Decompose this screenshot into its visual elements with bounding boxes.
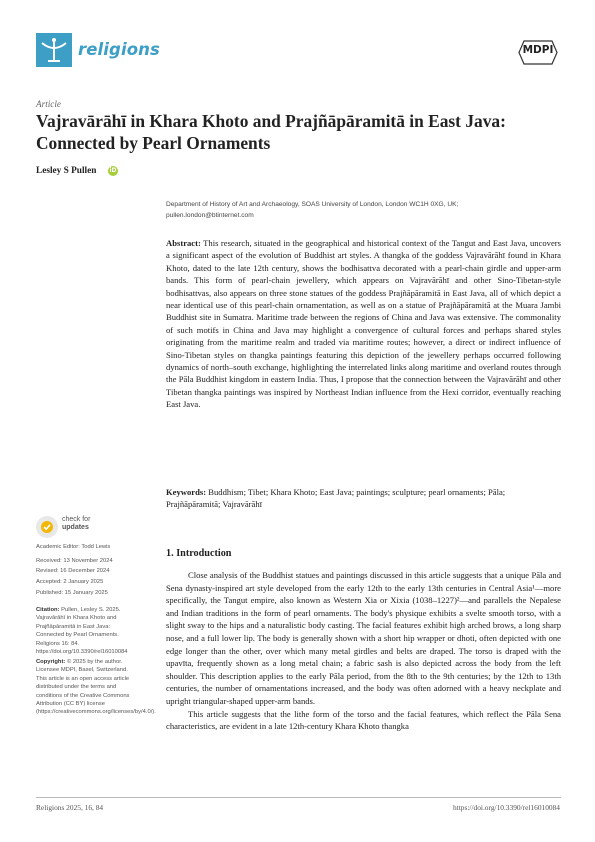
copyright-label: Copyright: [36,659,66,665]
affiliation-department: Department of History of Art and Archaeology, SOAS University of London, London WC1H 0XG, UK; [166,201,459,208]
doi-link[interactable]: https://doi.org/10.3390/rel16010084 [452,803,560,812]
publisher-name: MDPI [522,44,554,56]
affiliation-email[interactable]: pullen.london@btinternet.com [166,212,254,219]
orcid-icon[interactable]: iD [109,167,117,174]
date-published: Published: 15 January 2025 [36,590,108,596]
journal-logo [36,33,72,67]
citation-label: Citation: [36,607,60,613]
date-accepted: Accepted: 2 January 2025 [36,579,104,585]
date-revised: Revised: 16 December 2024 [36,568,110,574]
date-received: Received: 13 November 2024 [36,558,113,564]
keywords [166,486,561,511]
abstract [166,237,561,411]
journal-reference: Religions 2025, 16, 84 [36,803,104,812]
copyright-text: © 2025 by the author. Licensee MDPI, Basel, Switzerland. This article is an open access article distributed under the terms and conditions of the Creative Commons Attribution (CC BY) license (https://creativecommons.org/licenses/by/4.0/). [36,659,156,716]
section-title: 1. Introduction [166,548,232,559]
author-name[interactable]: Lesley S Pullen [36,166,97,176]
keywords-text: Buddhism; Tibet; Khara Khoto; East Java; paintings; sculpture; pearl ornaments; Pāla; Prajñāpāramitā; Vajravārāhī [166,487,506,510]
article-type-label: Article [36,99,62,109]
copyright [36,658,156,717]
keywords-label: Keywords: [166,487,207,497]
check-for-label: check for [62,516,91,523]
article-title: Vajravārāhī in Khara Khoto and Prajñāpāramitā in East Java: Connected by Pearl Ornaments [36,111,506,153]
body-paragraph: This article suggests that the lithe form of the torso and the facial features, which reflect the Pāla Sena characteristics, are evident in a late 12th-century Khara Khoto thangka [166,708,561,732]
journal-name[interactable]: religions [78,40,160,59]
footer-divider [36,797,561,798]
updates-label: updates [62,524,89,531]
affiliation [166,199,561,221]
body-paragraph: Close analysis of the Buddhist statues and paintings discussed in this article suggests that a unique Pāla and Sena dynasty-inspired art style developed from the early 12th to the early 13th centuries in Central Asia¹—more specifically, the Tangut empire, also known as Western Xia or Xixia (1038–1227)²—and parallels the Nepalese and Indian traditions in the form of pearl ornaments. The body's physique exhibits a svelte smooth torso, with a slight sway to the hips and a naturalistic body casting. The facial features exhibit high arched brows, a long sharp nose, and a full lower lip. The body is generally shown with a short hip wrapper or dhoti, often depicted with one edge longer than the other, over which many metal girdles and belts are draped. The torso is draped with the upavīta, frequently shown as a long metal chain; a fabric sash is also depicted across the body from the left shoulder. This description applies to the early Pāla period, from the 8th to the 9th centuries; by the 12th to 13th centuries, the number of ornamentations increased, and the body was often adorned with a heavy neckplate and upright triangular-shaped upper-arm bands. [166,570,561,706]
academic-editor: Academic Editor: Todd Lewis [36,544,111,550]
abstract-label: Abstract: [166,238,201,248]
religions-emblem-icon [36,33,72,67]
checkmark-icon [41,521,53,533]
abstract-text: This research, situated in the geographical and historical context of the Tangut and East Java, uncovers a significant aspect of the evolution of Buddhist art styles. A thangka of the goddess Vajravārāhī found in Khara Khoto, dated to the late 12th century, shows the bodhisattva decorated with a pearl-chain girdle and upper-arm bands. This form of pearl-chain jewellery, which appears on Vajravārāhī and other Sino-Tibetan-style bodhisattvas, also appears on three stone statues of the goddess Prajñāpāramitā in East Java, all of which depict a near identical use of this pearl-chain ornamentation, as well as on a statue of Prajñāpāramitā at the Muara Jambi Buddhist site in Sumatra. Maritime trade between the regions of China and Java was extensive. The commonality of such motifs in China and Java may highlight a convergence of cultural forces and perhaps shared styles originating from the maritime realm and traded via maritime routes; however, a direct or indirect influence of Sino-Tibetan styles on thangka paintings featuring this depiction of the jewellery perhaps occurred following dynamics of north–south exchange, highlighting the interrelated links along maritime and overland routes through the Pāla Buddhist kingdom in eastern India. Thus, I propose that the connection between the Vajravārāhī and other Tibetan thangka paintings was inspired by Northeast Indian influence from the Hexi corridor, eventually reaching East Java. [166,238,561,410]
citation-text[interactable]: Pullen, Lesley S. 2025. Vajravārāhī in Khara Khoto and Prajñāpāramitā in East Java: Connected by Pearl Ornaments. Religions 16: 84. https://doi.org/10.3390/rel16010084 [36,607,128,656]
section-body [166,569,561,733]
citation [36,606,136,656]
